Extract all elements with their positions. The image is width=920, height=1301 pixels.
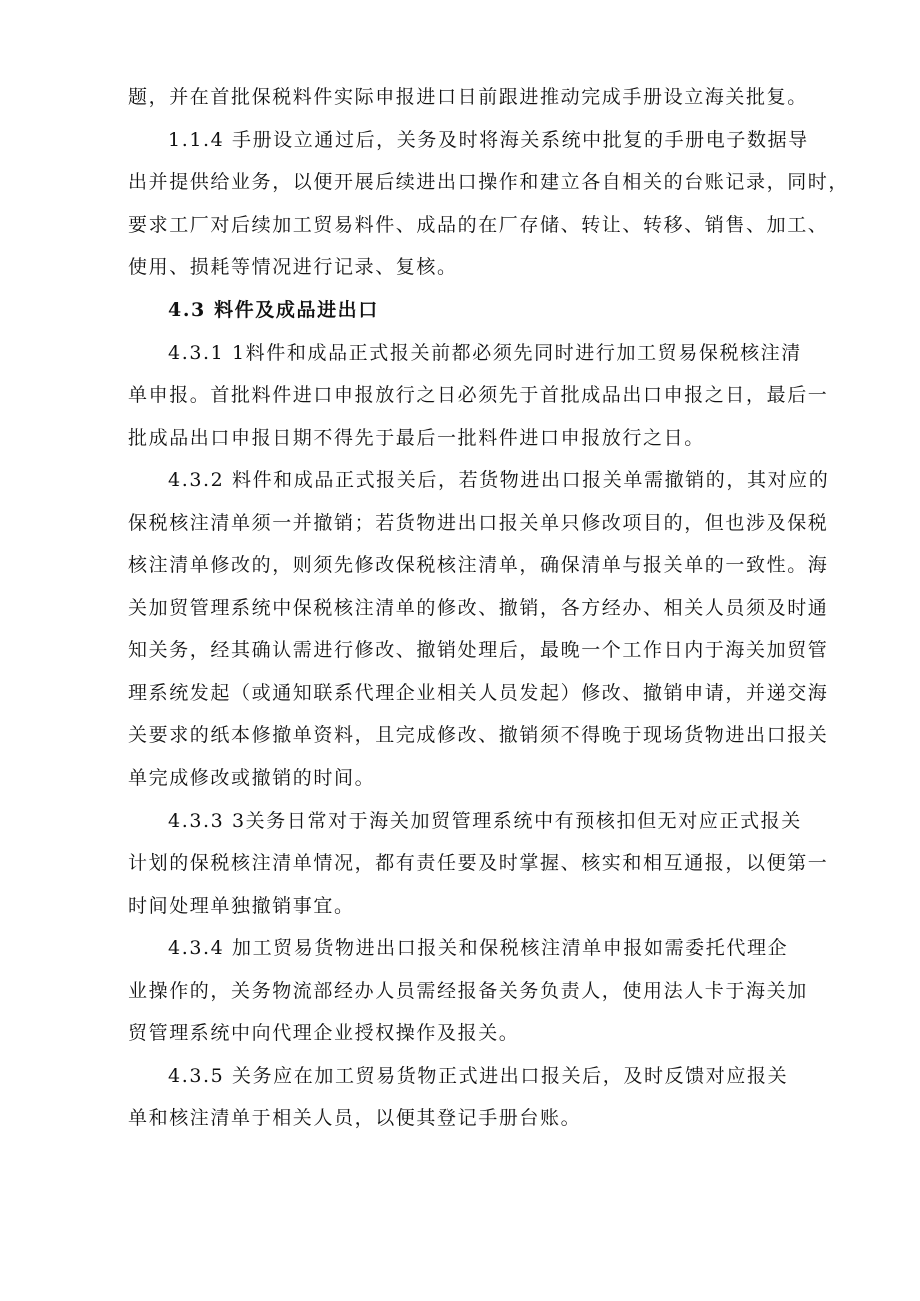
paragraph-line: 计划的保税核注清单情况，都有责任要及时掌握、核实和相互通报，以便第一 xyxy=(128,852,829,874)
paragraph-line: 贸管理系统中向代理企业授权操作及报关。 xyxy=(128,1022,520,1044)
paragraph-line: 关要求的纸本修撤单资料，且完成修改、撤销须不得晚于现场货物进出口报关 xyxy=(128,724,829,746)
clause-4-3-3-line: 4.3.3 3关务日常对于海关加贸管理系统中有预核扣但无对应正式报关 xyxy=(168,810,802,832)
paragraph-line: 时间处理单独撤销事宜。 xyxy=(128,895,355,917)
paragraph-line: 保税核注清单须一并撤销；若货物进出口报关单只修改项目的，但也涉及保税 xyxy=(128,512,829,534)
clause-4-3-2-line: 4.3.2 料件和成品正式报关后，若货物进出口报关单需撤销的，其对应的 xyxy=(168,469,830,491)
paragraph-line: 关加贸管理系统中保税核注清单的修改、撤销，各方经办、相关人员须及时通 xyxy=(128,597,829,619)
paragraph-line: 单申报。首批料件进口申报放行之日必须先于首批成品出口申报之日，最后一 xyxy=(128,384,829,406)
paragraph-line: 批成品出口申报日期不得先于最后一批料件进口申报放行之日。 xyxy=(128,427,705,449)
paragraph-line: 单完成修改或撤销的时间。 xyxy=(128,767,376,789)
paragraph-line: 理系统发起（或通知联系代理企业相关人员发起）修改、撤销申请，并递交海 xyxy=(128,682,829,704)
paragraph-line: 知关务，经其确认需进行修改、撤销处理后，最晚一个工作日内于海关加贸管 xyxy=(128,639,829,661)
paragraph-line: 核注清单修改的，则须先修改保税核注清单，确保清单与报关单的一致性。海 xyxy=(128,554,829,576)
section-heading-4-3: 4.3 料件及成品进出口 xyxy=(168,299,379,321)
paragraph-line: 要求工厂对后续加工贸易料件、成品的在厂存储、转让、转移、销售、加工、 xyxy=(128,214,829,236)
clause-1-1-4-line: 1.1.4 手册设立通过后，关务及时将海关系统中批复的手册电子数据导 xyxy=(168,129,809,151)
clause-4-3-5-line: 4.3.5 关务应在加工贸易货物正式进出口报关后，及时反馈对应报关 xyxy=(168,1065,789,1087)
paragraph-line: 业操作的，关务物流部经办人员需经报备关务负责人，使用法人卡于海关加 xyxy=(128,980,808,1002)
paragraph-line: 单和核注清单于相关人员，以便其登记手册台账。 xyxy=(128,1107,582,1129)
clause-4-3-4-line: 4.3.4 加工贸易货物进出口报关和保税核注清单申报如需委托代理企 xyxy=(168,937,789,959)
paragraph-line: 使用、损耗等情况进行记录、复核。 xyxy=(128,256,458,278)
paragraph-line: 出并提供给业务，以便开展后续进出口操作和建立各自相关的台账记录，同时， xyxy=(128,171,850,193)
clause-4-3-1-line: 4.3.1 1料件和成品正式报关前都必须先同时进行加工贸易保税核注清 xyxy=(168,342,802,364)
paragraph-line: 题，并在首批保税料件实际申报进口日前跟进推动完成手册设立海关批复。 xyxy=(128,86,808,108)
